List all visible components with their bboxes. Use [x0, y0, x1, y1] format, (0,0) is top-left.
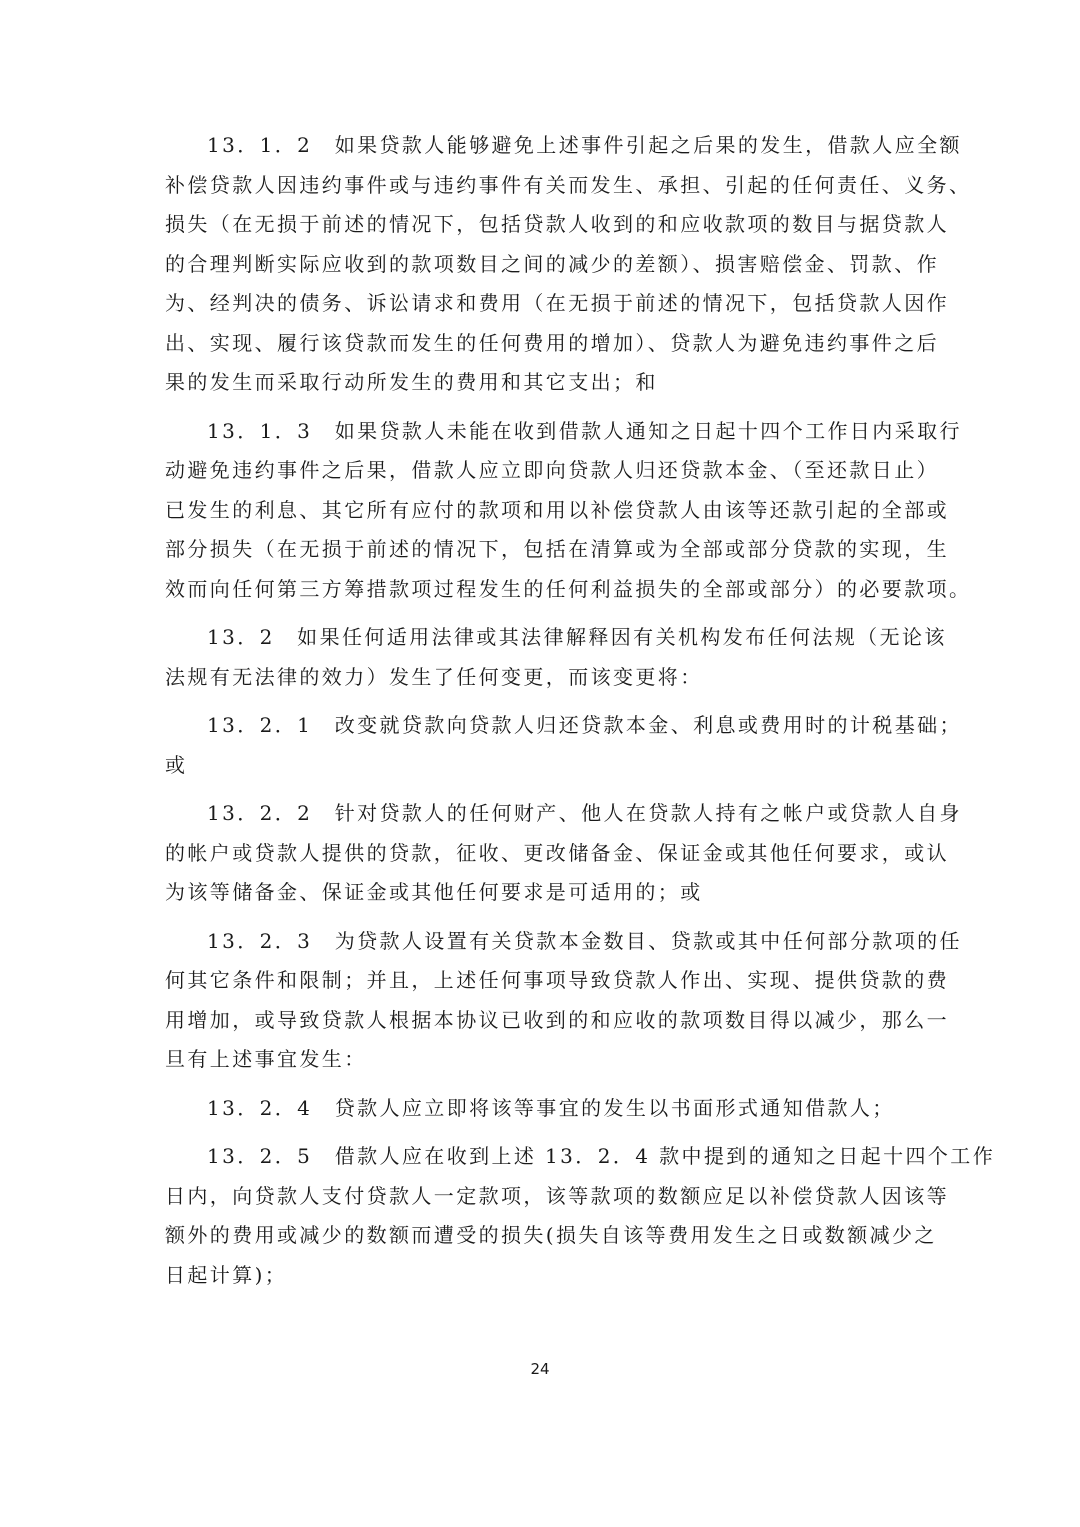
text-line: 13．2．1 改变就贷款向贷款人归还贷款本金、利息或费用时的计税基础；: [207, 713, 962, 737]
text-line: 日起计算)；: [165, 1262, 288, 1287]
clause-13-2-5: [165, 1137, 996, 1295]
clause-13-2-1: [165, 706, 962, 785]
text-line: 旦有上述事宜发生：: [165, 1047, 367, 1071]
clause-13-2-2: [165, 794, 962, 913]
text-line: 13．1．2 如果贷款人能够避免上述事件引起之后果的发生，借款人应全额: [207, 133, 962, 157]
text-line: 13．2．2 针对贷款人的任何财产、他人在贷款人持有之帐户或贷款人自身: [207, 801, 962, 825]
page-number: 24: [530, 1360, 550, 1378]
text-line: 出、实现、履行该贷款而发生的任何费用的增加）、贷款人为避免违约事件之后: [165, 330, 939, 355]
text-line: 13．2．5 借款人应在收到上述 13．2．4 款中提到的通知之日起十四个工作: [207, 1144, 996, 1168]
document-body: [165, 126, 996, 1304]
text-line: 的合理判断实际应收到的款项数目之间的减少的差额）、损害赔偿金、罚款、作: [165, 251, 939, 276]
text-line: 何其它条件和限制；并且，上述任何事项导致贷款人作出、实现、提供贷款的费: [165, 968, 949, 992]
clause-13-2-3: [165, 922, 962, 1080]
text-line: 损失（在无损于前述的情况下，包括贷款人收到的和应收款项的数目与据贷款人: [165, 212, 949, 236]
text-line: 动避免违约事件之后果，借款人应立即向贷款人归还贷款本金、（至还款日止）: [165, 458, 939, 482]
text-line: 用增加，或导致贷款人根据本协议已收到的和应收的款项数目得以减少，那么一: [165, 1007, 949, 1032]
text-line: 法规有无法律的效力）发生了任何变更，而该变更将：: [165, 664, 703, 689]
text-line: 日内，向贷款人支付贷款人一定款项，该等款项的数额应足以补偿贷款人因该等: [165, 1183, 949, 1208]
text-line: 或: [165, 752, 188, 777]
clause-13-2: [165, 618, 947, 697]
text-line: 为、经判决的债务、诉讼请求和费用（在无损于前述的情况下，包括贷款人因作: [165, 291, 949, 315]
text-line: 已发生的利息、其它所有应付的款项和用以补偿贷款人由该等还款引起的全部或: [165, 497, 949, 522]
text-line: 果的发生而采取行动所发生的费用和其它支出；和: [165, 370, 658, 394]
text-line: 13．2．3 为贷款人设置有关贷款本金数目、贷款或其中任何部分款项的任: [207, 928, 962, 953]
text-line: 部分损失（在无损于前述的情况下，包括在清算或为全部或部分贷款的实现，生: [165, 537, 949, 561]
text-line: 13．2．4 贷款人应立即将该等事宜的发生以书面形式通知借款人；: [207, 1095, 895, 1120]
text-line: 补偿贷款人因违约事件或与违约事件有关而发生、承担、引起的任何责任、义务、: [165, 172, 972, 197]
text-line: 额外的费用或减少的数额而遭受的损失(损失自该等费用发生之日或数额减少之: [165, 1223, 937, 1247]
text-line: 13．2 如果任何适用法律或其法律解释因有关机构发布任何法规（无论该: [207, 625, 947, 649]
text-line: 为该等储备金、保证金或其他任何要求是可适用的；或: [165, 880, 703, 904]
clause-13-2-4: [165, 1089, 917, 1129]
text-line: 效而向任何第三方筹措款项过程发生的任何利益损失的全部或部分）的必要款项。: [165, 576, 972, 601]
clause-13-1-2: [165, 126, 972, 403]
text-line: 的帐户或贷款人提供的贷款，征收、更改储备金、保证金或其他任何要求，或认: [165, 840, 949, 865]
text-line: 13．1．3 如果贷款人未能在收到借款人通知之日起十四个工作日内采取行: [207, 418, 962, 443]
clause-13-1-3: [165, 412, 972, 610]
